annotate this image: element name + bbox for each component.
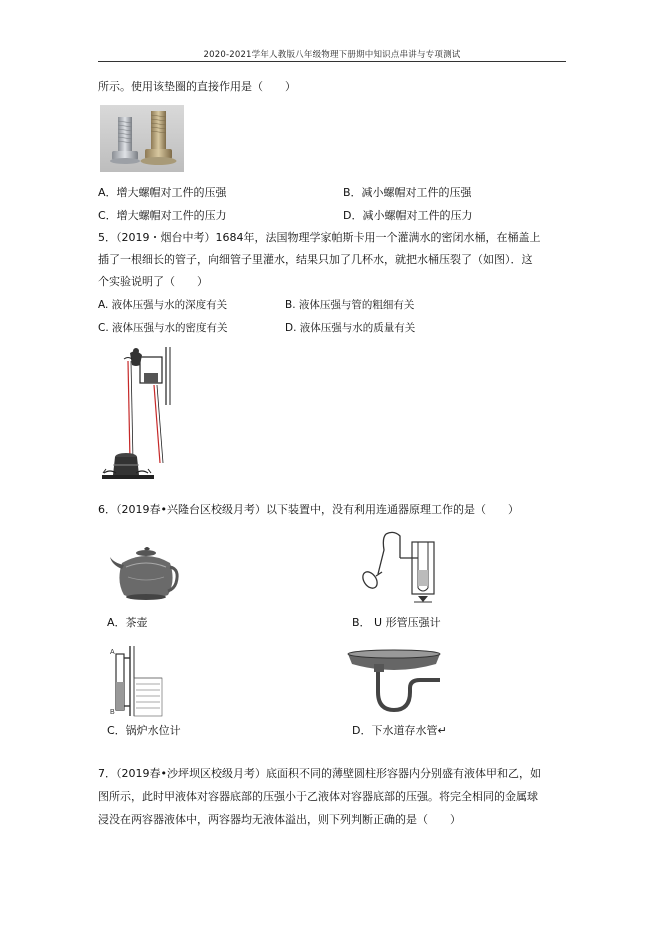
q7-stem-line3: 浸没在两容器液体中，两容器均无液体溢出，则下列判断正确的是（ ） — [98, 813, 461, 826]
q4-option-d: D．减小螺帽对工件的压力 — [343, 209, 473, 222]
q5-option-d: D. 液体压强与水的质量有关 — [285, 322, 416, 334]
q4-option-c: C．增大螺帽对工件的压力 — [98, 209, 227, 222]
q7-stem-line2: 图所示，此时甲液体对容器底部的压强小于乙液体对容器底部的压强。将完全相同的金属球 — [98, 790, 538, 803]
svg-text:B: B — [110, 709, 115, 716]
q5-stem-line2: 插了一根细长的管子，向细管子里灌水，结果只加了几杯水，就把水桶压裂了（如图）．这 — [98, 253, 533, 266]
q7-stem-line1: 7．（2019春•沙坪坝区校级月考）底面积不同的薄壁圆柱形容器内分别盛有液体甲和乙，如 — [98, 767, 541, 780]
q4-option-a: A．增大螺帽对工件的压强 — [98, 186, 227, 199]
q4-option-b: B．减小螺帽对工件的压强 — [343, 186, 472, 199]
u-tube-manometer-image — [358, 530, 444, 608]
q5-stem-line3: 个实验说明了（ ） — [98, 275, 208, 288]
header-rule — [98, 61, 566, 62]
page-header: 2020-2021学年人教版八年级物理下册期中知识点串讲与专项测试 — [203, 50, 461, 60]
drain-trap-image — [346, 648, 442, 716]
q6-caption-a: A．茶壶 — [107, 616, 148, 629]
bolts-photo — [100, 105, 184, 172]
q6-caption-d: D．下水道存水管↵ — [352, 724, 447, 737]
pascal-barrel-illustration — [100, 345, 178, 485]
q5-stem-line1: 5．（2019・烟台中考）1684年，法国物理学家帕斯卡用一个灌满水的密闭水桶，在桶盖上 — [98, 231, 541, 244]
q5-option-b: B. 液体压强与管的粗细有关 — [285, 299, 415, 311]
q6-caption-b: B． U 形管压强计 — [352, 616, 441, 629]
q6-stem: 6．（2019春•兴隆台区校级月考）以下装置中，没有利用连通器原理工作的是（ ） — [98, 503, 519, 516]
teapot-image — [108, 543, 180, 603]
boiler-water-gauge-image — [108, 644, 164, 718]
svg-text:A: A — [110, 649, 115, 656]
q4-intro: 所示。使用该垫圈的直接作用是（ ） — [98, 80, 296, 93]
q5-option-a: A. 液体压强与水的深度有关 — [98, 299, 228, 311]
q6-caption-c: C．锅炉水位计 — [107, 724, 181, 737]
q5-option-c: C. 液体压强与水的密度有关 — [98, 322, 228, 334]
